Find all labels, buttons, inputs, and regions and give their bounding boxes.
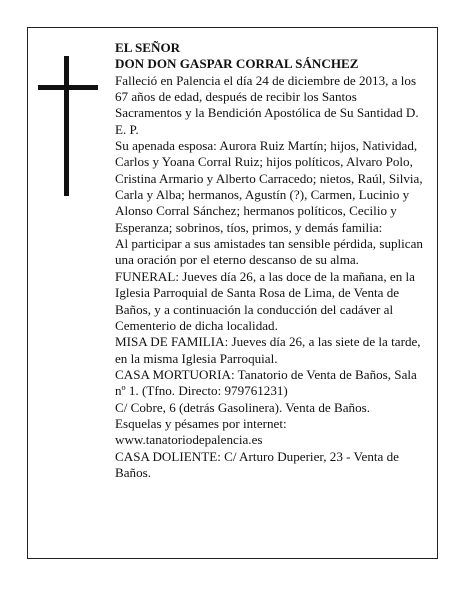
title-line: EL SEÑOR <box>115 40 181 55</box>
cross-horizontal-bar <box>38 85 98 90</box>
funeral-home-address: C/ Cobre, 6 (detrás Gasolinera). Venta de Baños. <box>115 399 371 415</box>
funeral-info: FUNERAL: Jueves día 26, a las doce de la mañana, en la Iglesia Parroquial de Santa Rosa de Lima, de Venta de Baños, y a continuación la conducción del cadáver al Cementerio de dicha localidad. <box>115 268 415 333</box>
condolences-label: Esquelas y pésames por internet: <box>115 415 287 431</box>
cross-vertical-bar <box>64 56 69 196</box>
family-list: Su apenada esposa: Aurora Ruiz Martín; hijos, Natividad, Carlos y Yoana Corral Ruiz; hijos políticos, Alvaro Polo, Cristina Armario y Alberto Carracedo; nietos, Raúl, Silvia, Carla y Alba; hermanos, Agustín (?), Carmen, Lucinio y Alonso Corral Sánchez; hermanos políticos, Cecilio y Esperanza; sobrinos, tíos, primos, y demás familia: <box>115 138 423 235</box>
obituary-text <box>115 40 425 481</box>
family-mass-info: MISA DE FAMILIA: Jueves día 26, a las siete de la tarde, en la misma Iglesia Parroquial. <box>115 334 421 366</box>
condolences-website: www.tanatoriodepalencia.es <box>115 432 263 448</box>
latin-cross-icon <box>38 56 98 196</box>
mourning-house-info: CASA DOLIENTE: C/ Arturo Duperier, 23 - Venta de Baños. <box>115 448 399 480</box>
funeral-home-info: CASA MORTUORIA: Tanatorio de Venta de Baños, Sala nº 1. (Tfno. Directo: 979761231) <box>115 366 417 399</box>
deceased-name: DON DON GASPAR CORRAL SÁNCHEZ <box>115 56 359 72</box>
prayer-request: Al participar a sus amistades tan sensible pérdida, suplican una oración por el eterno descanso de su alma. <box>115 236 423 268</box>
death-announcement: Falleció en Palencia el día 24 de diciembre de 2013, a los 67 años de edad, después de recibir los Santos Sacramentos y la Bendición Apostólica de Su Santidad D. E. P. <box>115 72 419 137</box>
